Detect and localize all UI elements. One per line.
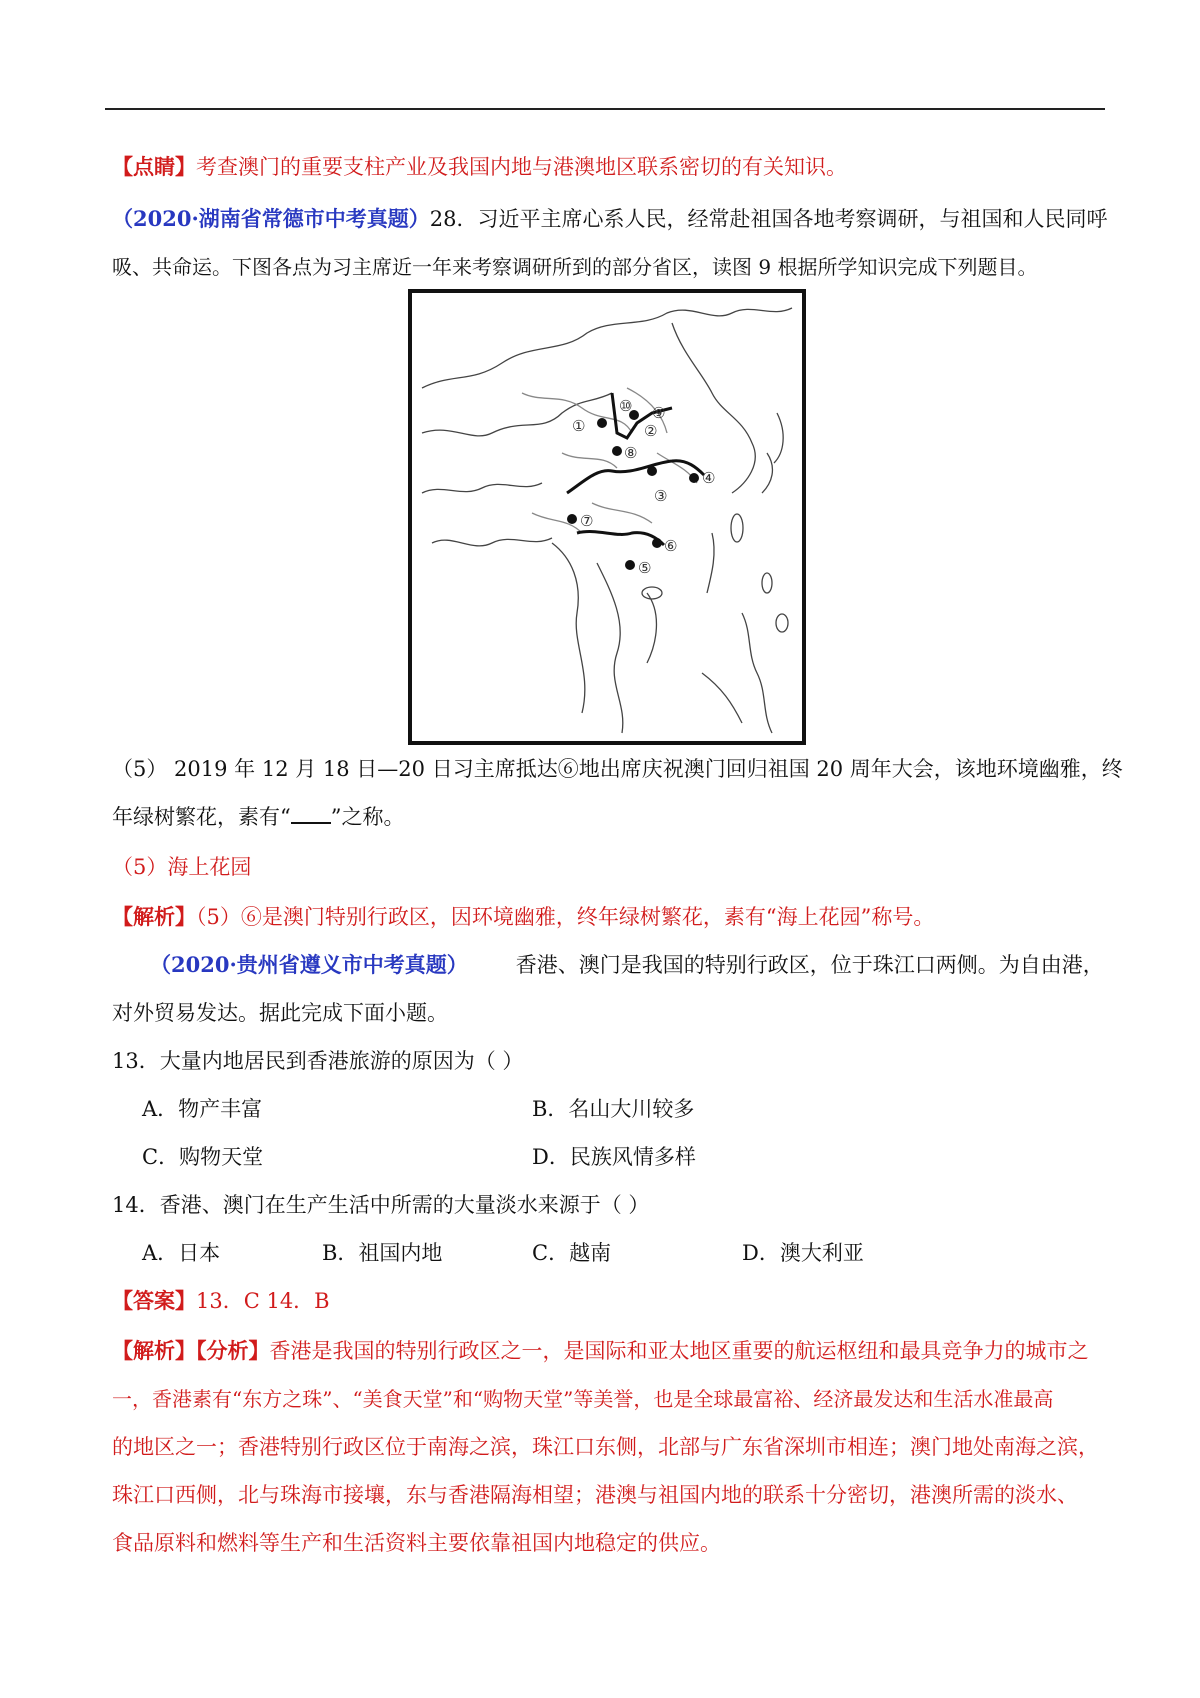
marker-6: ⑥	[664, 537, 678, 555]
china-map-figure	[408, 289, 806, 745]
river-line	[567, 461, 704, 493]
marker-4: ④	[702, 469, 716, 487]
q5-line2-before: 年绿树繁花，素有“	[112, 805, 291, 829]
q14-option-b: B．祖国内地	[322, 1241, 443, 1265]
marker-7: ⑦	[580, 512, 594, 530]
marker-9: ⑨	[652, 404, 666, 422]
q5-analysis-text: （5）⑥是澳门特别行政区，因环境幽雅，终年绿树繁花，素有“海上花园”称号。	[196, 905, 935, 929]
q5-line2-after: ”之称。	[330, 805, 405, 829]
q5-answer: （5）海上花园	[112, 855, 252, 879]
dianjing-tag: 【点睛】	[112, 154, 196, 179]
marker-5: ⑤	[638, 559, 652, 577]
q13-option-b: B．名山大川较多	[532, 1097, 695, 1121]
analysis-line-1	[112, 1336, 1089, 1366]
q28-line1	[112, 204, 1108, 234]
marker-3: ③	[654, 487, 668, 505]
q28-line2: 吸、共命运。下图各点为习主席近一年来考察调研所到的部分省区，读图 9 根据所学知识完成下列题目。	[112, 255, 1038, 279]
q5-analysis-tag: 【解析】	[112, 904, 196, 929]
zunyi-intro2: 对外贸易发达。据此完成下面小题。	[112, 1001, 448, 1025]
analysis-line-4: 珠江口西侧，北与珠海市接壤，东与香港隔海相望；港澳与祖国内地的联系十分密切，港澳所需的淡水、	[112, 1483, 1078, 1507]
analysis-line-3: 的地区之一；香港特别行政区位于南海之滨，珠江口东侧，北部与广东省深圳市相连；澳门地处南海之滨，	[112, 1435, 1099, 1459]
dianjing-text: 考查澳门的重要支柱产业及我国内地与港澳地区联系密切的有关知识。	[196, 155, 847, 179]
zunyi-line1	[150, 950, 1104, 980]
q5-analysis	[112, 902, 934, 932]
q14-option-d: D．澳大利亚	[742, 1241, 864, 1265]
q28-text1: 28．习近平主席心系人民，经常赴祖国各地考察调研，与祖国和人民同呼	[429, 207, 1108, 231]
q13-option-d: D．民族风情多样	[532, 1145, 696, 1169]
q13-stem: 13．大量内地居民到香港旅游的原因为（ ）	[112, 1049, 524, 1073]
dianjing-line	[112, 152, 847, 182]
north-boundary	[422, 308, 792, 388]
marker-2: ②	[644, 422, 658, 440]
header-rule	[105, 108, 1105, 110]
analysis-text-1: 香港是我国的特别行政区之一，是国际和亚太地区重要的航运枢纽和最具竞争力的城市之	[269, 1339, 1089, 1363]
q14-option-c: C．越南	[532, 1241, 612, 1265]
analysis-tag: 【解析】【分析】	[112, 1338, 270, 1363]
answer-line	[112, 1286, 330, 1316]
map-svg	[412, 293, 802, 741]
marker-8: ⑧	[624, 444, 638, 462]
q5-line1: （5） 2019 年 12 月 18 日—20 日习主席抵达⑥地出席庆祝澳门回归祖国 20 周年大会，该地环境幽雅，终	[112, 757, 1123, 781]
south-line	[577, 532, 664, 545]
answer-text: 13．C 14．B	[196, 1289, 330, 1313]
answer-tag: 【答案】	[112, 1288, 196, 1313]
zunyi-source: （2020·贵州省遵义市中考真题）	[150, 952, 468, 977]
q14-stem: 14．香港、澳门在生产生活中所需的大量淡水来源于（ ）	[112, 1193, 650, 1217]
zunyi-intro1: 香港、澳门是我国的特别行政区，位于珠江口两侧。为自由港，	[515, 953, 1104, 977]
q5-line2	[112, 802, 405, 832]
q28-source: （2020·湖南省常德市中考真题）	[112, 206, 430, 231]
analysis-line-5: 食品原料和燃料等生产和生活资料主要依靠祖国内地稳定的供应。	[112, 1531, 721, 1555]
answer-blank	[291, 802, 331, 824]
marker-10: ⑩	[619, 397, 633, 415]
q13-option-a: A．物产丰富	[142, 1097, 263, 1121]
marker-1: ①	[572, 417, 586, 435]
q14-option-a: A．日本	[142, 1241, 221, 1265]
q13-option-c: C．购物天堂	[142, 1145, 264, 1169]
analysis-line-2: 一，香港素有“东方之珠”、“美食天堂”和“购物天堂”等美誉，也是全球最富裕、经济最发达和生活水准最高	[112, 1387, 1054, 1411]
